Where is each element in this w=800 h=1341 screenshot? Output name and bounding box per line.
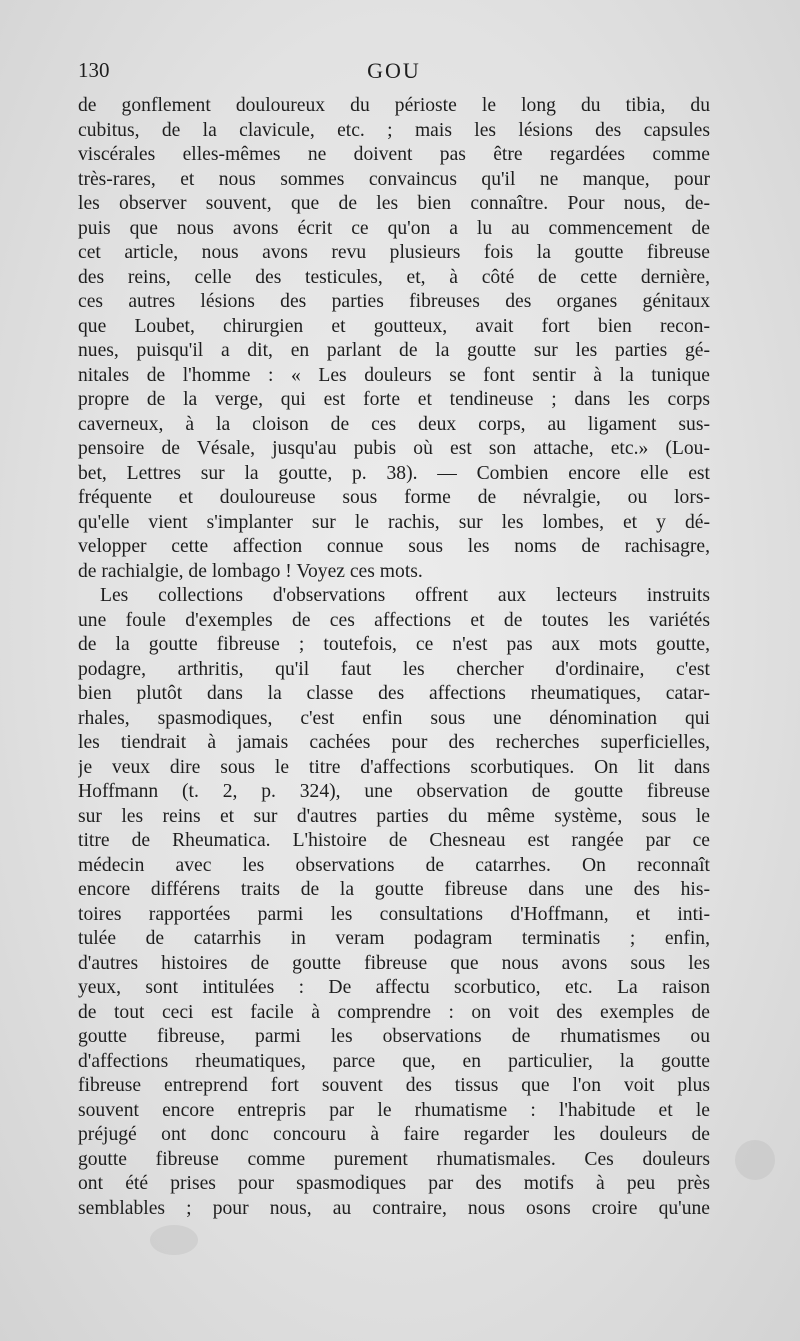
text-line: de gonflement douloureux du périoste le long du tibia, du: [78, 95, 710, 116]
text-line: bien plutôt dans la classe des affections rheumatiques, catar-: [78, 683, 710, 704]
text-line: toires rapportées parmi les consultations d'Hoffmann, et inti-: [78, 903, 710, 925]
paper-stain: [735, 1140, 775, 1180]
page-header: [78, 58, 710, 92]
text-line: très-rares, et nous sommes convaincus qu'il ne manque, pour: [78, 168, 710, 190]
text-line: d'autres histoires de goutte fibreuse que nous avons sous les: [78, 952, 710, 974]
text-line: de tout ceci est facile à comprendre : on voit des exemples de: [78, 1001, 710, 1023]
text-line: nues, puisqu'il a dit, en parlant de la goutte sur les parties gé-: [78, 340, 710, 361]
text-line: rhales, spasmodiques, c'est enfin sous une dénomination qui: [78, 707, 710, 729]
text-line: nitales de l'homme : « Les douleurs se font sentir à la tunique: [78, 364, 710, 386]
text-line: encore différens traits de la goutte fibreuse dans une des his-: [78, 879, 710, 900]
text-line: propre de la verge, qui est forte et tendineuse ; dans les corps: [78, 389, 710, 410]
text-line: semblables ; pour nous, au contraire, nous osons croire qu'une: [78, 1197, 710, 1219]
text-line: ont été prises pour spasmodiques par des motifs à peu près: [78, 1173, 710, 1194]
text-line: les tiendrait à jamais cachées pour des recherches superficielles,: [78, 732, 710, 753]
text-line: goutte fibreuse, parmi les observations de rhumatismes ou: [78, 1026, 710, 1047]
text-line: velopper cette affection connue sous les noms de rachisagre,: [78, 536, 710, 557]
text-line: puis que nous avons écrit ce qu'on a lu au commencement de: [78, 217, 710, 239]
text-line: que Loubet, chirurgien et goutteux, avait fort bien recon-: [78, 315, 710, 337]
text-line: bet, Lettres sur la goutte, p. 38). — Combien encore elle est: [78, 462, 710, 484]
text-line: Hoffmann (t. 2, p. 324), une observation de goutte fibreuse: [78, 781, 710, 802]
text-line: pensoire de Vésale, jusqu'au pubis où est son attache, etc.» (Lou-: [78, 438, 710, 459]
text-line: viscérales elles-mêmes ne doivent pas être regardées comme: [78, 144, 710, 165]
text-line: podagre, arthritis, qu'il faut les chercher d'ordinaire, c'est: [78, 658, 710, 680]
text-line: titre de Rheumatica. L'histoire de Chesneau est rangée par ce: [78, 830, 710, 851]
text-line: cubitus, de la clavicule, etc. ; mais les lésions des capsules: [78, 119, 710, 141]
text-line: les observer souvent, que de les bien connaître. Pour nous, de-: [78, 193, 710, 214]
text-line: fibreuse entreprend fort souvent des tissus que l'on voit plus: [78, 1075, 710, 1096]
running-head: GOU: [367, 58, 421, 83]
text-line: tulée de catarrhis in veram podagram terminatis ; enfin,: [78, 928, 710, 949]
text-line: des reins, celle des testicules, et, à côté de cette dernière,: [78, 266, 710, 288]
text-line: souvent encore entrepris par le rhumatisme : l'habitude et le: [78, 1099, 710, 1121]
text-body: [78, 94, 710, 1221]
text-line: caverneux, à la cloison de ces deux corps, au ligament sus-: [78, 413, 710, 435]
text-line: yeux, sont intitulées : De affectu scorbutico, etc. La raison: [78, 977, 710, 998]
paragraph-start-line: Les collections d'observations offrent aux lecteurs instruits: [100, 585, 710, 606]
text-line: de la goutte fibreuse ; toutefois, ce n'est pas aux mots goutte,: [78, 634, 710, 655]
text-line: médecin avec les observations de catarrhes. On reconnaît: [78, 854, 710, 876]
text-line: fréquente et douloureuse sous forme de névralgie, ou lors-: [78, 487, 710, 508]
text-line: je veux dire sous le titre d'affections scorbutiques. On lit dans: [78, 756, 710, 778]
text-line: qu'elle vient s'implanter sur le rachis, sur les lombes, et y dé-: [78, 511, 710, 533]
page-number: 130: [78, 58, 110, 82]
text-line: d'affections rheumatiques, parce que, en particulier, la goutte: [78, 1050, 710, 1072]
text-line: goutte fibreuse comme purement rhumatismales. Ces douleurs: [78, 1148, 710, 1170]
text-line: préjugé ont donc concouru à faire regarder les douleurs de: [78, 1124, 710, 1145]
text-line: une foule d'exemples de ces affections et de toutes les variétés: [78, 609, 710, 631]
text-line: sur les reins et sur d'autres parties du même système, sous le: [78, 805, 710, 827]
text-line: ces autres lésions des parties fibreuses des organes génitaux: [78, 291, 710, 312]
paragraph-end-line: de rachialgie, de lombago ! Voyez ces mots.: [78, 560, 423, 582]
paper-stain: [150, 1225, 198, 1255]
text-line: cet article, nous avons revu plusieurs fois la goutte fibreuse: [78, 242, 710, 263]
